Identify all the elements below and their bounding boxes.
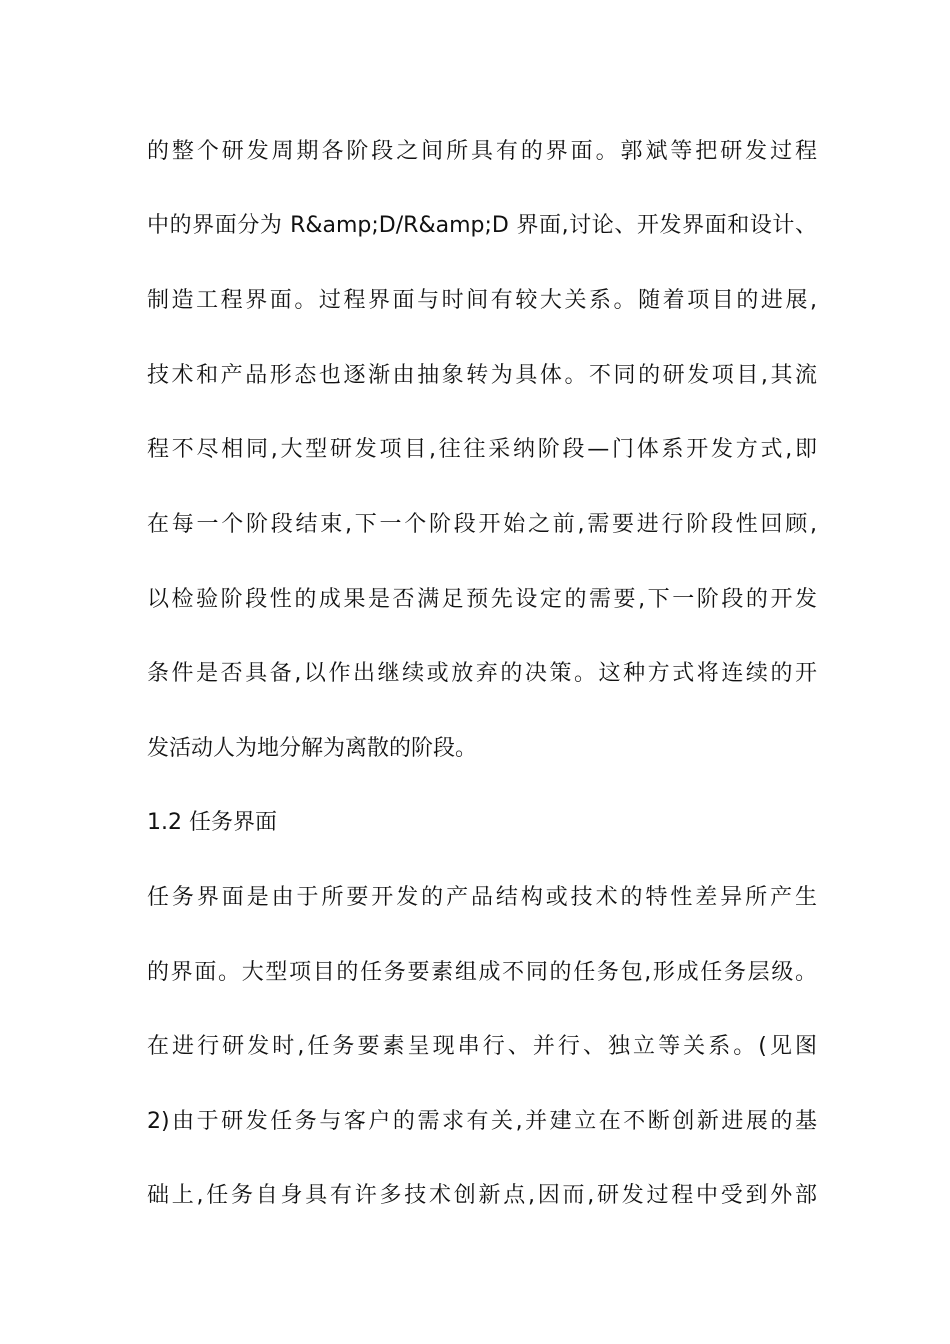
paragraph-2-line-2: 的界面。大型项目的任务要素组成不同的任务包,形成任务层级。 bbox=[147, 960, 817, 985]
paragraph-1-line-2: 中的界面分为 R&amp;D/R&amp;D 界面,讨论、开发界面和设计、 bbox=[147, 213, 817, 238]
paragraph-2-line-3: 在进行研发时,任务要素呈现串行、并行、独立等关系。(见图 bbox=[147, 1034, 817, 1059]
paragraph-1-line-5: 程不尽相同,大型研发项目,往往采纳阶段—门体系开发方式,即 bbox=[147, 437, 817, 462]
paragraph-1-line-9: 发活动人为地分解为离散的阶段。 bbox=[147, 736, 478, 761]
paragraph-1-line-4: 技术和产品形态也逐渐由抽象转为具体。不同的研发项目,其流 bbox=[147, 363, 817, 388]
paragraph-2-line-1: 任务界面是由于所要开发的产品结构或技术的特性差异所产生 bbox=[147, 885, 817, 910]
paragraph-1-line-6: 在每一个阶段结束,下一个阶段开始之前,需要进行阶段性回顾, bbox=[147, 512, 817, 537]
paragraph-1-line-7: 以检验阶段性的成果是否满足预先设定的需要,下一阶段的开发 bbox=[147, 587, 817, 612]
paragraph-2-line-5: 础上,任务自身具有许多技术创新点,因而,研发过程中受到外部 bbox=[147, 1183, 817, 1208]
paragraph-1-line-3: 制造工程界面。过程界面与时间有较大关系。随着项目的进展, bbox=[147, 288, 817, 313]
paragraph-1-line-1: 的整个研发周期各阶段之间所具有的界面。郭斌等把研发过程 bbox=[147, 139, 817, 164]
section-heading: 1.2 任务界面 bbox=[147, 810, 277, 835]
paragraph-1-line-8: 条件是否具备,以作出继续或放弃的决策。这种方式将连续的开 bbox=[147, 661, 817, 686]
paragraph-2-line-4: 2)由于研发任务与客户的需求有关,并建立在不断创新进展的基 bbox=[147, 1109, 817, 1134]
